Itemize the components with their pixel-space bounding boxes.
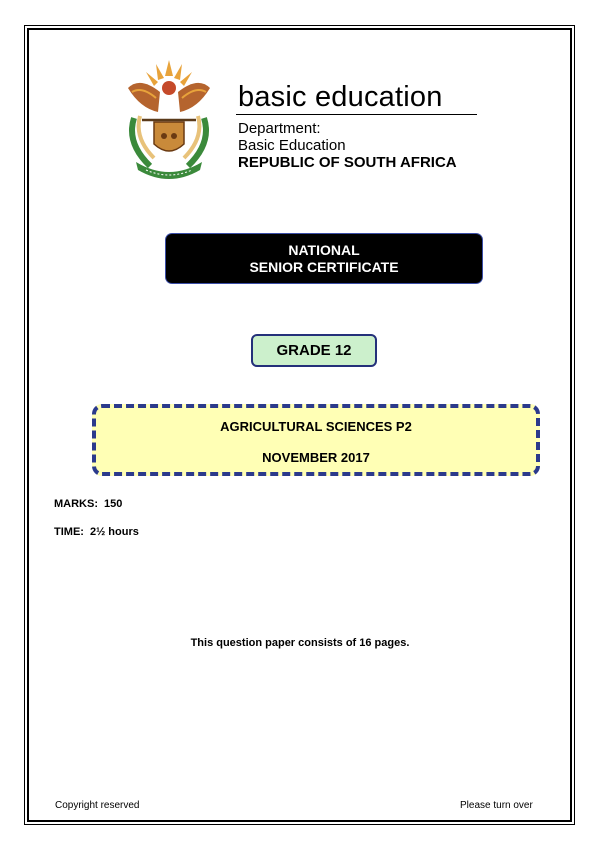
south-africa-coat-of-arms-icon [120,58,218,180]
marks-row [54,498,122,510]
country-name: REPUBLIC OF SOUTH AFRICA [238,154,457,171]
certificate-line-1: NATIONAL [288,241,360,258]
time-label: TIME: [54,526,84,538]
department-name: Basic Education [238,137,346,154]
subject-box [92,404,540,476]
department-label: Department: [238,120,321,137]
marks-value: 150 [104,498,123,510]
grade-badge: GRADE 12 [251,334,377,367]
turn-over-footer: Please turn over [460,800,533,811]
time-row [54,526,139,538]
exam-session: NOVEMBER 2017 [262,450,370,465]
marks-label: MARKS: [54,498,98,510]
page-count-note: This question paper consists of 16 pages. [190,637,410,649]
subject-name: AGRICULTURAL SCIENCES P2 [220,419,412,434]
certificate-line-2: SENIOR CERTIFICATE [249,258,399,275]
time-value: 2½ hours [89,526,139,538]
department-title: basic education [238,81,443,113]
certificate-banner [166,234,482,283]
copyright-footer: Copyright reserved [55,800,140,811]
department-title-rule [236,114,477,115]
